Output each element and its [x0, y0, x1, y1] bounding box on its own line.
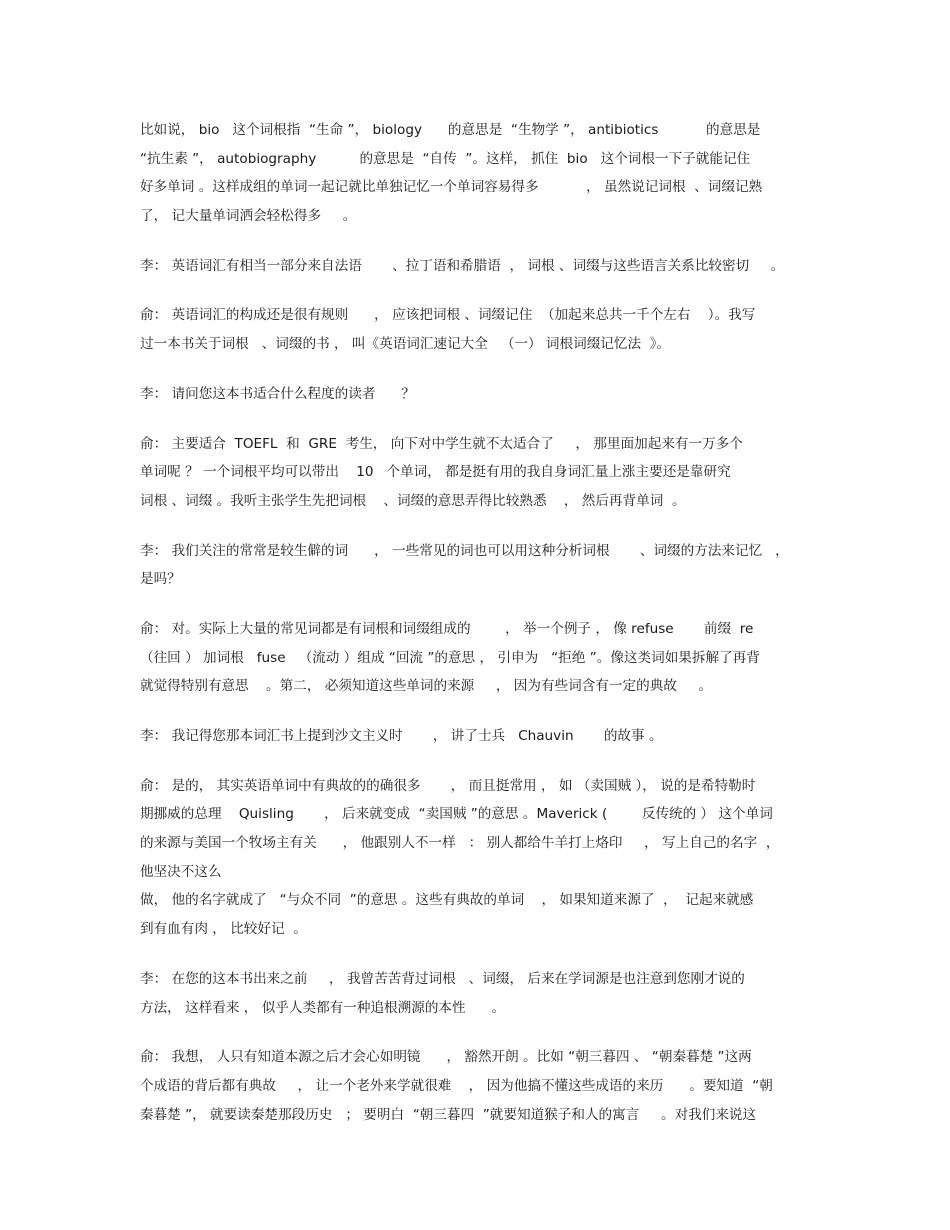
- text-line: 做， 他的名字就成了 “与众不同 ”的意思 。这些有典故的单词 ， 如果知道来源了 ， 记起来就感: [140, 892, 754, 909]
- paragraph-5: [140, 430, 830, 516]
- text-line: 期挪威的总理 Quisling ， 后来就变成 “卖国贼 ”的意思 。Maverick ( 反传统的 ） 这个单词: [140, 806, 773, 823]
- text-line: 秦暮楚 ”， 就要读秦楚那段历史 ； 要明白 “朝三暮四 ”就要知道猴子和人的寓言 。对我们来说这: [140, 1106, 757, 1123]
- text-line: 俞： 对。实际上大量的常见词都是有词根和词缀组成的 ， 举一个例子 ， 像 refuse 前缀 re: [140, 620, 754, 637]
- paragraph-6: [140, 537, 830, 594]
- text-line: 词根 、词缀 。我听主张学生先把词根 、词缀的意思弄得比较熟悉 ， 然后再背单词 。: [140, 492, 686, 509]
- text-line: 好多单词 。这样成组的单词一起记就比单独记忆一个单词容易得多 ， 虽然说记词根 、词缀记熟: [140, 179, 763, 196]
- paragraph-11: [140, 1043, 830, 1129]
- text-line: 比如说， bio 这个词根指 “生命 ”， biology 的意思是 “生物学 ”， antibiotics 的意思是: [140, 122, 761, 138]
- paragraph-7: [140, 615, 830, 701]
- paragraph-2: [140, 252, 830, 281]
- text-line: 俞： 主要适合 TOEFL 和 GRE 考生， 向下对中学生就不太适合了 ， 那里面加起来有一万多个: [140, 435, 743, 452]
- text-line: 就觉得特别有意思 。第二， 必须知道这些单词的来源 ， 因为有些词含有一定的典故 。: [140, 678, 713, 695]
- text-line: 到有血有肉 ， 比较好记 。: [140, 921, 307, 938]
- text-line: 单词呢 ？ 一个词根平均可以带出 10 个单词， 都是挺有用的我自身词汇量上涨主要还是靠研究: [140, 464, 731, 481]
- text-line: 李： 英语词汇有相当一部分来自法语 、拉丁语和希腊语 ， 词根 、词缀与这些语言关系比较密切 。: [140, 257, 785, 274]
- text-line: 李： 请问您这本书适合什么程度的读者 ？: [140, 385, 415, 402]
- paragraph-1: [140, 116, 830, 231]
- text-line: 了， 记大量单词洒会轻松得多 。: [140, 208, 357, 225]
- text-line: 个成语的背后都有典故 ， 让一个老外来学就很难 ， 因为他搞不懂这些成语的来历 。要知道 “朝: [140, 1077, 773, 1094]
- document-body: [140, 116, 830, 1150]
- text-line: 是吗？: [140, 571, 181, 588]
- text-line: “抗生素 ”， autobiography 的意思是 “自传 ”。这样， 抓住 bio 这个词根一下子就能记住: [140, 150, 751, 167]
- text-line: 李： 在您的这本书出来之前 ， 我曾苦苦背过词根 、词缀， 后来在学词源是也注意到您刚才说的: [140, 970, 745, 987]
- paragraph-8: [140, 722, 830, 751]
- paragraph-4: [140, 380, 830, 409]
- text-line: 他坚决不这么: [140, 863, 222, 880]
- paragraph-9: [140, 772, 830, 944]
- text-line: 俞： 是的， 其实英语单词中有典故的的确很多 ， 而且挺常用 ， 如 （卖国贼 ）， 说的是希特勒时: [140, 777, 756, 794]
- text-line: 俞： 英语词汇的构成还是很有规则 ， 应该把词根 、词缀记住 （加起来总共一千个左右 ）。我写: [140, 307, 756, 324]
- text-line: 方法， 这样看来 ， 似乎人类都有一种追根溯源的本性 。: [140, 999, 506, 1016]
- text-line: 李： 我们关注的常常是较生僻的词 ， 一些常见的词也可以用这种分析词根 、词缀的方法来记忆 ，: [140, 542, 789, 559]
- paragraph-3: [140, 301, 830, 358]
- text-line: （往回 ） 加词根 fuse （流动 ）组成 “回流 ”的意思 ， 引申为 “拒绝 ”。像这类词如果拆解了再背: [140, 649, 760, 666]
- text-line: 的来源与美国一个牧场主有关 ， 他跟别人不一样 ： 别人都给牛羊打上烙印 ， 写上自己的名字 ，: [140, 835, 780, 852]
- paragraph-10: [140, 965, 830, 1022]
- text-line: 俞： 我想， 人只有知道本源之后才会心如明镜 ， 豁然开朗 。比如 “朝三暮四 、 “朝秦暮楚 ”这两: [140, 1049, 752, 1066]
- text-line: 李： 我记得您那本词汇书上提到沙文主义时 ， 讲了士兵 Chauvin 的故事 。: [140, 728, 663, 744]
- text-line: 过一本书关于词根 、词缀的书 ， 叫《英语词汇速记大全 （一） 词根词缀记忆法 》。: [140, 336, 671, 353]
